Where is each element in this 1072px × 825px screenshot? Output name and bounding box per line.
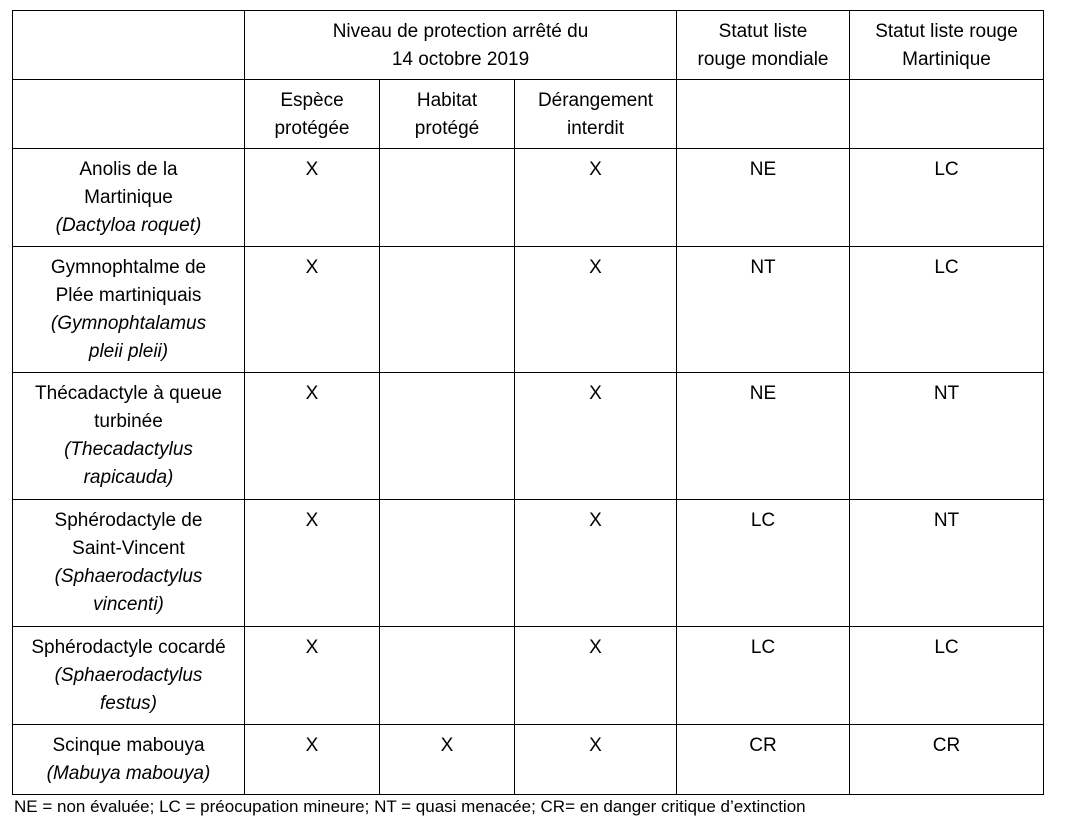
common-name-line: Sphérodactyle de [54, 510, 203, 531]
subheader-row [13, 80, 1044, 149]
status-legend-footnote: NE = non évaluée; LC = préocupation mineure; NT = quasi menacée; CR= en danger critique d’extinction [14, 797, 806, 816]
habitat-protected-header [380, 80, 515, 149]
disturbance-forbidden-cell: X [515, 373, 677, 500]
martinique-status-cell: NT [850, 500, 1044, 627]
species-name-cell [13, 725, 245, 795]
scientific-name-line: (Sphaerodactylus [54, 665, 203, 686]
world-status-cell: NE [677, 373, 850, 500]
martinique-status-cell: LC [850, 247, 1044, 373]
common-name-line: Martinique [84, 187, 173, 208]
scientific-name-line: festus) [99, 693, 158, 714]
species-protected-cell: X [245, 627, 380, 725]
habitat-protected-header-line1: Habitat [416, 90, 478, 111]
common-name-line: Scinque mabouya [52, 735, 205, 756]
table-row [13, 149, 1044, 247]
world-status-cell: LC [677, 500, 850, 627]
protection-level-header-line1: Niveau de protection arrêté du [332, 21, 589, 42]
world-red-list-subheader-empty [677, 80, 850, 149]
species-name-cell [13, 149, 245, 247]
protection-level-header [245, 11, 677, 80]
world-status-cell: CR [677, 725, 850, 795]
common-name-line: turbinée [94, 411, 163, 432]
habitat-protected-header-line2: protégé [414, 118, 480, 139]
martinique-red-list-header [850, 11, 1044, 80]
martinique-red-list-header-line2: Martinique [902, 49, 991, 70]
common-name-line: Saint-Vincent [72, 538, 185, 559]
martinique-status-cell: NT [850, 373, 1044, 500]
scientific-name-line: rapicauda) [83, 467, 174, 488]
subheader-empty-cell [13, 80, 245, 149]
martinique-status-cell: LC [850, 149, 1044, 247]
habitat-protected-cell [380, 149, 515, 247]
table-row [13, 373, 1044, 500]
species-protected-cell: X [245, 373, 380, 500]
header-empty-cell [13, 11, 245, 80]
scientific-name-line: vincenti) [93, 594, 164, 615]
protection-level-header-line2: 14 octobre 2019 [391, 49, 530, 70]
table-row [13, 500, 1044, 627]
species-name-cell [13, 247, 245, 373]
habitat-protected-cell [380, 373, 515, 500]
world-red-list-header-line1: Statut liste [718, 21, 808, 42]
common-name-line: Plée martiniquais [55, 285, 202, 306]
disturbance-forbidden-cell: X [515, 149, 677, 247]
habitat-protected-cell: X [380, 725, 515, 795]
species-name-cell [13, 373, 245, 500]
scientific-name-line: (Gymnophtalamus [50, 313, 207, 334]
disturbance-forbidden-cell: X [515, 627, 677, 725]
martinique-red-list-subheader-empty [850, 80, 1044, 149]
martinique-status-cell: LC [850, 627, 1044, 725]
scientific-name: (Dactyloa roquet) [55, 215, 202, 236]
world-red-list-header [677, 11, 850, 80]
common-name-line: Anolis de la [79, 159, 178, 180]
scientific-name-line: (Thecadactylus [64, 439, 193, 460]
common-name-line: Sphérodactyle cocardé [31, 637, 226, 658]
header-row [13, 11, 1044, 80]
world-red-list-header-line2: rouge mondiale [697, 49, 829, 70]
disturbance-forbidden-header-line2: interdit [566, 118, 625, 139]
species-name-cell [13, 627, 245, 725]
scientific-name-line: pleii pleii) [88, 341, 169, 362]
species-protected-cell: X [245, 725, 380, 795]
world-status-cell: LC [677, 627, 850, 725]
species-protected-header-line1: Espèce [280, 90, 344, 111]
disturbance-forbidden-cell: X [515, 247, 677, 373]
species-protected-cell: X [245, 247, 380, 373]
disturbance-forbidden-cell: X [515, 725, 677, 795]
common-name-line: Thécadactyle à queue [35, 383, 222, 404]
table-row [13, 725, 1044, 795]
species-name-cell [13, 500, 245, 627]
species-protected-header [245, 80, 380, 149]
disturbance-forbidden-cell: X [515, 500, 677, 627]
common-name-line: Gymnophtalme de [50, 257, 207, 278]
habitat-protected-cell [380, 247, 515, 373]
species-protected-cell: X [245, 149, 380, 247]
habitat-protected-cell [380, 500, 515, 627]
scientific-name-line: (Sphaerodactylus [54, 566, 203, 587]
world-status-cell: NE [677, 149, 850, 247]
martinique-red-list-header-line1: Statut liste rouge [875, 21, 1018, 42]
disturbance-forbidden-header-line1: Dérangement [537, 90, 654, 111]
disturbance-forbidden-header [515, 80, 677, 149]
world-status-cell: NT [677, 247, 850, 373]
martinique-status-cell: CR [850, 725, 1044, 795]
table-row [13, 627, 1044, 725]
species-protection-table [12, 10, 1044, 795]
species-protected-cell: X [245, 500, 380, 627]
habitat-protected-cell [380, 627, 515, 725]
scientific-name-line: (Mabuya mabouya) [46, 763, 211, 784]
species-protected-header-line2: protégée [274, 118, 350, 139]
table-row [13, 247, 1044, 373]
